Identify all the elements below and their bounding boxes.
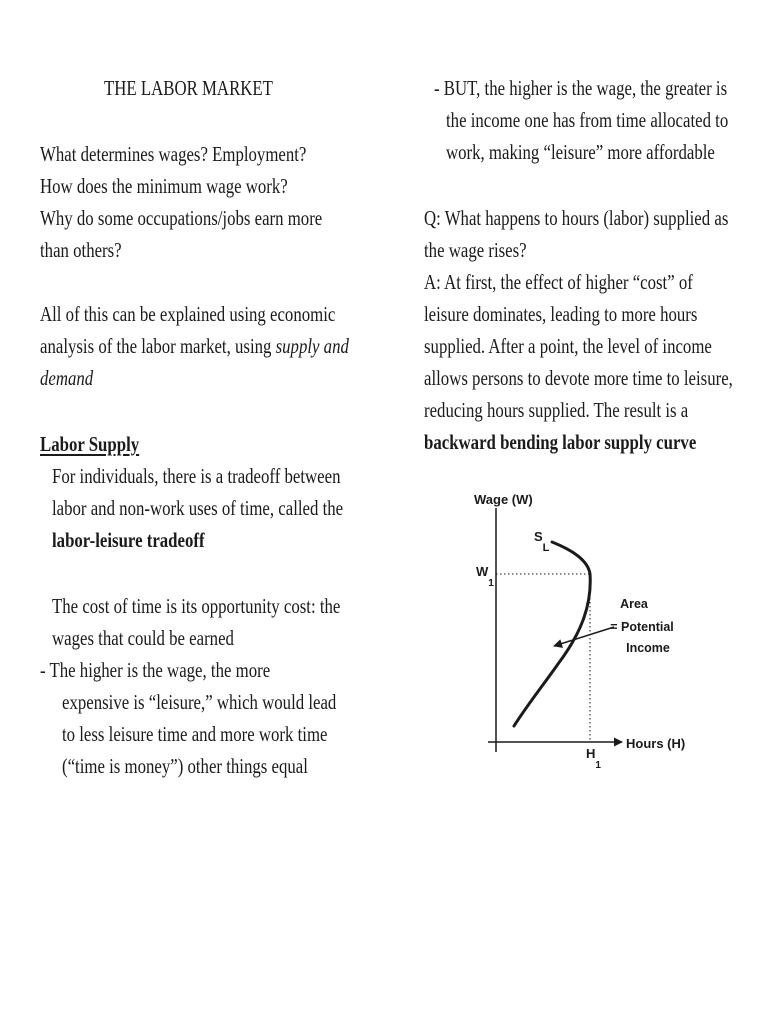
bullet-line: - BUT, the higher is the wage, the greater is [434, 76, 728, 100]
question-line: What determines wages? Employment? [40, 142, 307, 166]
y-axis-label: Wage (W) [474, 492, 533, 507]
tradeoff-line: labor and non-work uses of time, called the [52, 496, 344, 520]
qa-line: allows persons to devote more time to leisure, [424, 366, 733, 390]
labor-supply-diagram [462, 484, 702, 784]
supply-curve [514, 542, 590, 726]
tradeoff-term: labor-leisure tradeoff [52, 528, 205, 552]
bullet-line: to less leisure time and more work time [62, 722, 328, 746]
area-pointer-arrow [554, 627, 614, 646]
area-label-line: = Potential [610, 620, 674, 634]
page-title: THE LABOR MARKET [104, 76, 273, 100]
w1-subscript: 1 [488, 578, 494, 589]
qa-line: A: At first, the effect of higher “cost” of [424, 270, 693, 294]
area-label-line: Income [626, 641, 670, 655]
bullet-line: expensive is “leisure,” which would lead [62, 690, 337, 714]
analysis-line: All of this can be explained using economic [40, 302, 336, 326]
question-line: How does the minimum wage work? [40, 174, 288, 198]
question-line: Why do some occupations/jobs earn more [40, 206, 323, 230]
cost-line: The cost of time is its opportunity cost: the [52, 594, 341, 618]
bullet-line: work, making “leisure” more affordable [446, 140, 715, 164]
w1-label [476, 564, 494, 589]
qa-line: supplied. After a point, the level of income [424, 334, 712, 358]
analysis-emphasis: supply and [275, 334, 349, 358]
h1-subscript: 1 [595, 760, 601, 771]
tradeoff-line: For individuals, there is a tradeoff between [52, 464, 341, 488]
bullet-line: - The higher is the wage, the more [40, 658, 271, 682]
analysis-emphasis: demand [40, 366, 94, 390]
h1-letter: H [586, 746, 596, 761]
qa-line: Q: What happens to hours (labor) supplied as [424, 206, 729, 230]
analysis-text: analysis of the labor market, using [40, 334, 276, 358]
question-line: than others? [40, 238, 122, 262]
analysis-line [40, 330, 349, 362]
bullet-line: the income one has from time allocated to [446, 108, 729, 132]
conclusion-term: backward bending labor supply curve [424, 430, 697, 454]
area-label-line: Area [620, 597, 648, 611]
cost-line: wages that could be earned [52, 626, 234, 650]
labor-supply-heading: Labor Supply [40, 432, 140, 456]
w1-letter: W [476, 564, 489, 579]
analysis-line [40, 362, 93, 394]
supply-subscript: L [542, 542, 550, 554]
supply-letter: S [534, 529, 543, 544]
bullet-line: (“time is money”) other things equal [62, 754, 308, 778]
qa-line: leisure dominates, leading to more hours [424, 302, 698, 326]
x-axis-label: Hours (H) [626, 736, 686, 751]
qa-line: the wage rises? [424, 238, 527, 262]
h1-label [586, 746, 601, 771]
qa-line: reducing hours supplied. The result is a [424, 398, 689, 422]
supply-curve-label [534, 529, 550, 554]
